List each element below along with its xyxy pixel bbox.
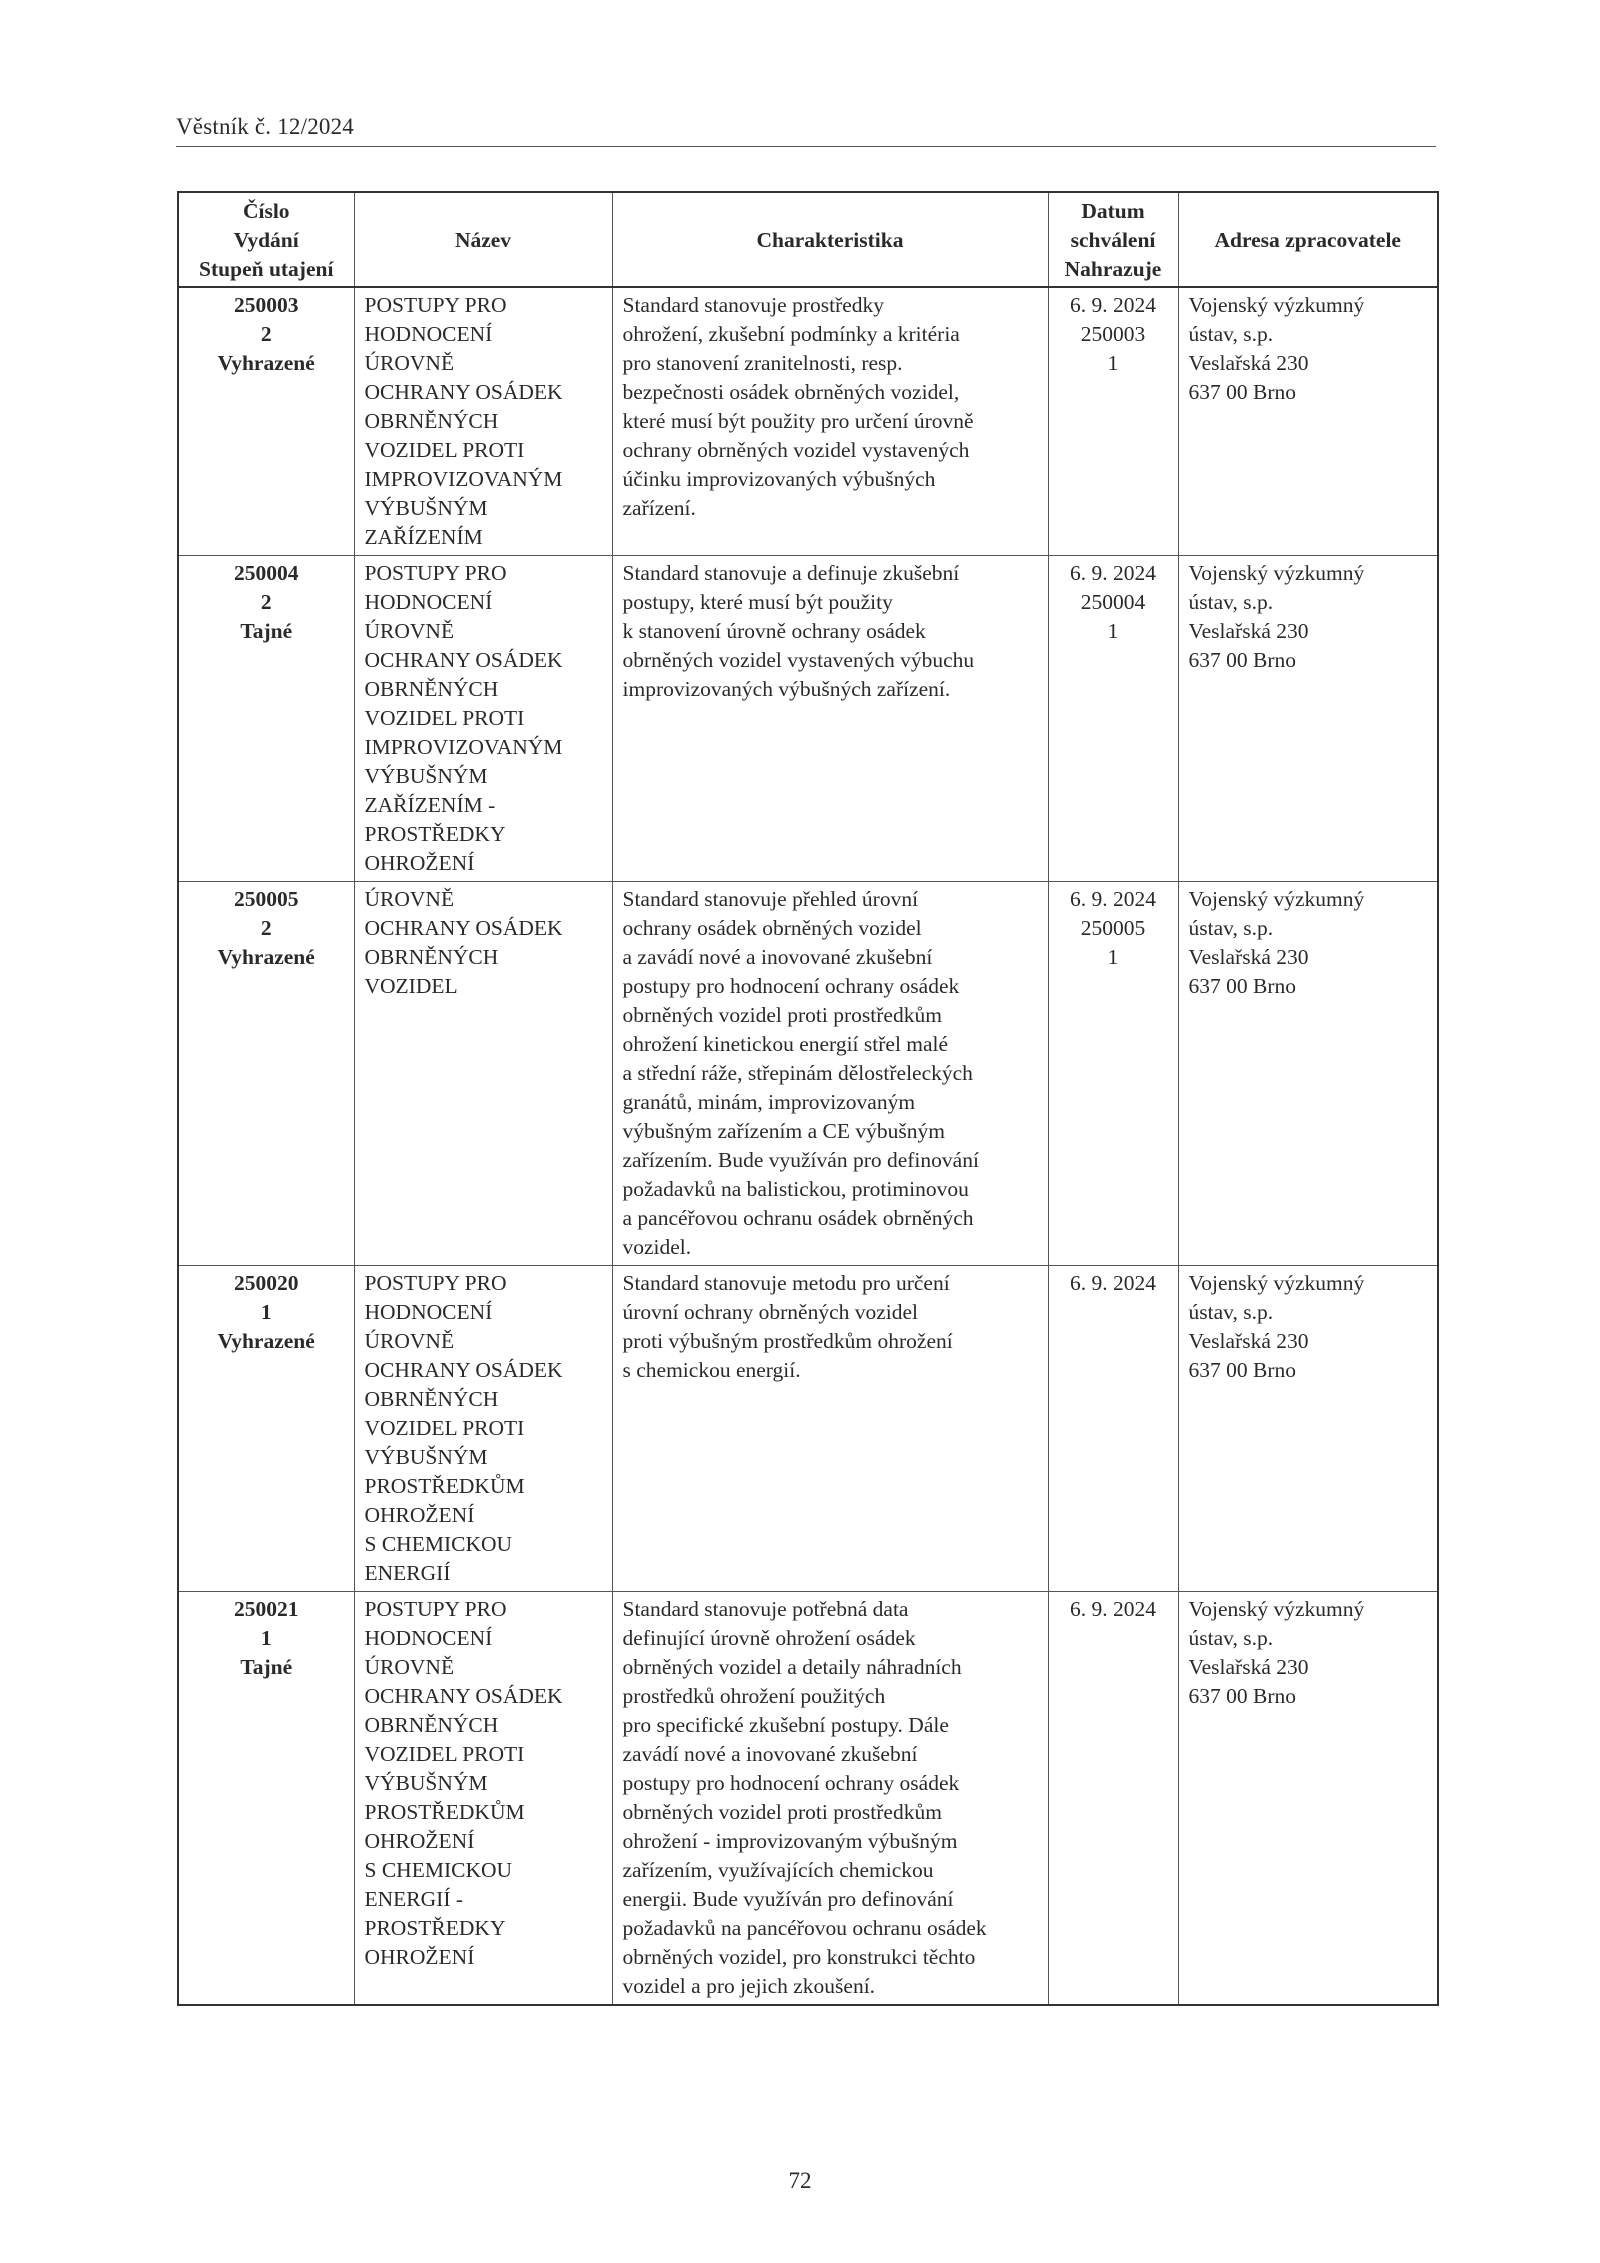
column-header-line: Název [454, 228, 512, 252]
standard-characteristics: Standard stanovuje metodu pro určení úrovní ochrany obrněných vozidel proti výbušným prostředkům ohrožení s chemickou energií. [622, 1271, 953, 1382]
column-header-id [178, 192, 354, 287]
column-header-line: Číslo [242, 199, 290, 223]
table-row [178, 556, 1438, 882]
cell-characteristics [612, 287, 1048, 556]
edition-number: 1 [260, 1626, 272, 1650]
cell-address [1178, 882, 1438, 1266]
cell-name [354, 287, 612, 556]
standard-name: ÚROVNĚ OCHRANY OSÁDEK OBRNĚNÝCH VOZIDEL [364, 887, 563, 998]
approval-date: 6. 9. 2024 [1070, 1597, 1156, 1621]
edition-number: 2 [260, 322, 272, 346]
cell-approval [1048, 882, 1178, 1266]
table-row [178, 882, 1438, 1266]
standard-name: POSTUPY PRO HODNOCENÍ ÚROVNĚ OCHRANY OSÁDEK OBRNĚNÝCH VOZIDEL PROTI IMPROVIZOVANÝM VÝBUŠNÝM ZAŘÍZENÍM [364, 293, 563, 549]
column-header-name [354, 192, 612, 287]
column-header-line: Datum [1081, 199, 1145, 223]
standard-name: POSTUPY PRO HODNOCENÍ ÚROVNĚ OCHRANY OSÁDEK OBRNĚNÝCH VOZIDEL PROTI IMPROVIZOVANÝM VÝBUŠNÝM ZAŘÍZENÍM - PROSTŘEDKY OHROŽENÍ [364, 561, 563, 875]
cell-address [1178, 1266, 1438, 1592]
column-header-addr [1178, 192, 1438, 287]
table-row [178, 1266, 1438, 1592]
bulletin-title: Věstník č. 12/2024 [176, 114, 354, 139]
cell-identification [178, 1266, 354, 1592]
replaces-number: 250005 [1080, 916, 1146, 940]
replaces-number: 250004 [1080, 590, 1146, 614]
classification-level: Tajné [240, 619, 293, 643]
approval-date: 6. 9. 2024 [1070, 887, 1156, 911]
table-header [178, 192, 1438, 287]
standard-characteristics: Standard stanovuje a definuje zkušební postupy, které musí být použity k stanovení úrovně ochrany osádek obrněných vozidel vystavených výbuchu improvizovaných výbušných zařízení. [622, 561, 975, 701]
cell-address [1178, 1592, 1438, 2006]
cell-identification [178, 556, 354, 882]
processor-address: Vojenský výzkumný ústav, s.p. Veslařská 230 637 00 Brno [1188, 293, 1365, 404]
cell-name [354, 1266, 612, 1592]
processor-address: Vojenský výzkumný ústav, s.p. Veslařská 230 637 00 Brno [1188, 1597, 1365, 1708]
cell-approval [1048, 1266, 1178, 1592]
cell-identification [178, 287, 354, 556]
standard-characteristics: Standard stanovuje přehled úrovní ochrany osádek obrněných vozidel a zavádí nové a inovované zkušební postupy pro hodnocení ochrany osádek obrněných vozidel proti prostředkům ohrožení kinetickou energií střel malé a střední ráže, střepinám dělostřeleckých granátů, minám, improvizovaným výbušným zařízením a CE výbušným zařízením. Bude využíván pro definování požadavků na balistickou, protiminovou a pancéřovou ochranu osádek obrněných vozidel. [622, 887, 979, 1259]
cell-characteristics [612, 556, 1048, 882]
standard-number: 250021 [234, 1597, 299, 1621]
replaces-edition: 1 [1107, 351, 1119, 375]
approval-date: 6. 9. 2024 [1070, 1271, 1156, 1295]
processor-address: Vojenský výzkumný ústav, s.p. Veslařská 230 637 00 Brno [1188, 887, 1365, 998]
standard-characteristics: Standard stanovuje potřebná data definující úrovně ohrožení osádek obrněných vozidel a detaily náhradních prostředků ohrožení použitých pro specifické zkušební postupy. Dále zavádí nové a inovované zkušební postupy pro hodnocení ochrany osádek obrněných vozidel proti prostředkům ohrožení - improvizovaným výbušným zařízením, využívajících chemickou energii. Bude využíván pro definování požadavků na pancéřovou ochranu osádek obrněných vozidel, pro konstrukci těchto vozidel a pro jejich zkoušení. [622, 1597, 987, 1998]
column-header-line: Nahrazuje [1064, 257, 1162, 281]
standard-characteristics: Standard stanovuje prostředky ohrožení, zkušební podmínky a kritéria pro stanovení zranitelnosti, resp. bezpečnosti osádek obrněných vozidel, které musí být použity pro určení úrovně ochrany obrněných vozidel vystavených účinku improvizovaných výbušných zařízení. [622, 293, 974, 520]
cell-characteristics [612, 882, 1048, 1266]
cell-approval [1048, 1592, 1178, 2006]
page-number: 72 [788, 2168, 812, 2193]
cell-characteristics [612, 1266, 1048, 1592]
standard-name: POSTUPY PRO HODNOCENÍ ÚROVNĚ OCHRANY OSÁDEK OBRNĚNÝCH VOZIDEL PROTI VÝBUŠNÝM PROSTŘEDKŮM OHROŽENÍ S CHEMICKOU ENERGIÍ [364, 1271, 563, 1585]
cell-name [354, 1592, 612, 2006]
replaces-edition: 1 [1107, 619, 1119, 643]
replaces-number: 250003 [1080, 322, 1146, 346]
approval-date: 6. 9. 2024 [1070, 293, 1156, 317]
standards-table [177, 191, 1439, 2006]
processor-address: Vojenský výzkumný ústav, s.p. Veslařská 230 637 00 Brno [1188, 561, 1365, 672]
cell-approval [1048, 556, 1178, 882]
standard-number: 250020 [234, 1271, 299, 1295]
column-header-line: Charakteristika [756, 228, 904, 252]
page-header [176, 112, 1436, 147]
standard-number: 250003 [234, 293, 299, 317]
classification-level: Vyhrazené [217, 351, 315, 375]
processor-address: Vojenský výzkumný ústav, s.p. Veslařská 230 637 00 Brno [1188, 1271, 1365, 1382]
cell-identification [178, 882, 354, 1266]
edition-number: 1 [260, 1300, 272, 1324]
edition-number: 2 [260, 916, 272, 940]
edition-number: 2 [260, 590, 272, 614]
column-header-line: Stupeň utajení [199, 257, 334, 281]
column-header-line: Vydání [233, 228, 299, 252]
table-header-row [178, 192, 1438, 287]
replaces-edition: 1 [1107, 945, 1119, 969]
table-row [178, 1592, 1438, 2006]
approval-date: 6. 9. 2024 [1070, 561, 1156, 585]
column-header-date [1048, 192, 1178, 287]
classification-level: Vyhrazené [217, 1329, 315, 1353]
column-header-line: Adresa zpracovatele [1214, 228, 1401, 252]
cell-name [354, 556, 612, 882]
cell-address [1178, 287, 1438, 556]
column-header-char [612, 192, 1048, 287]
cell-approval [1048, 287, 1178, 556]
cell-identification [178, 1592, 354, 2006]
cell-address [1178, 556, 1438, 882]
column-header-line: schválení [1070, 228, 1156, 252]
cell-characteristics [612, 1592, 1048, 2006]
cell-name [354, 882, 612, 1266]
classification-level: Tajné [240, 1655, 293, 1679]
standard-name: POSTUPY PRO HODNOCENÍ ÚROVNĚ OCHRANY OSÁDEK OBRNĚNÝCH VOZIDEL PROTI VÝBUŠNÝM PROSTŘEDKŮM OHROŽENÍ S CHEMICKOU ENERGIÍ - PROSTŘEDKY OHROŽENÍ [364, 1597, 563, 1969]
standard-number: 250004 [234, 561, 299, 585]
standard-number: 250005 [234, 887, 299, 911]
classification-level: Vyhrazené [217, 945, 315, 969]
table-body [178, 287, 1438, 2005]
table-row [178, 287, 1438, 556]
